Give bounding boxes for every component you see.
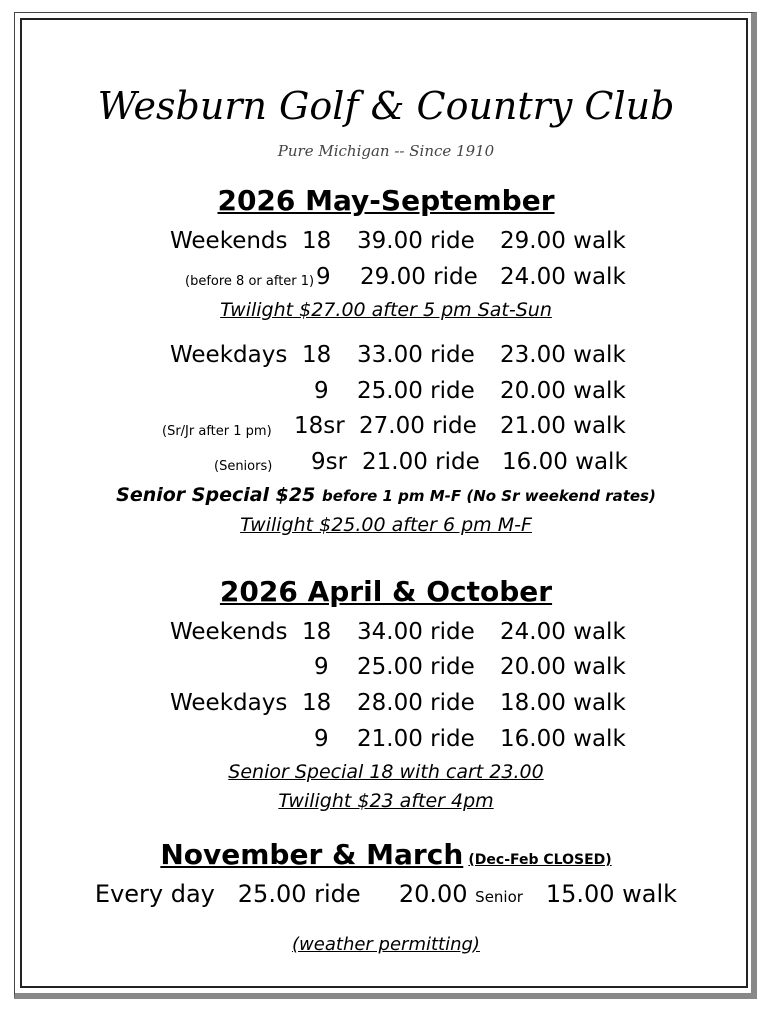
shoulder-we18-walk: 24.00 walk [500, 619, 626, 645]
summer-wd9-holes: 9 [314, 378, 329, 404]
shoulder-wd18-holes: 18 [302, 690, 332, 716]
winter-walk: 15.00 walk [545, 880, 678, 908]
shoulder-title: 2026 April & October [219, 575, 553, 608]
winter-ride: 25.00 ride [237, 880, 361, 908]
summer-sr9-walk: 16.00 walk [502, 449, 628, 475]
summer-we9-holes: 9 [316, 264, 331, 290]
winter-senior-label: Senior [475, 888, 523, 906]
summer-senior-special [0, 484, 772, 506]
summer-sr9-note: (Seniors) [214, 459, 273, 474]
summer-sr18-note: (Sr/Jr after 1 pm) [162, 424, 272, 439]
shoulder-weekdays-label: Weekdays [170, 690, 288, 716]
shoulder-twilight: Twilight $23 after 4pm [278, 790, 494, 812]
shoulder-wd9-holes: 9 [314, 726, 329, 752]
summer-we18-ride: 39.00 ride [357, 228, 475, 254]
summer-twilight-weekday: Twilight $25.00 after 6 pm M-F [240, 514, 532, 536]
winter-weather-note: (weather permitting) [292, 934, 480, 955]
shoulder-we9-holes: 9 [314, 654, 329, 680]
shoulder-we18-ride: 34.00 ride [357, 619, 475, 645]
summer-we18-holes: 18 [302, 228, 332, 254]
summer-we9-note: (before 8 or after 1) [185, 274, 315, 289]
summer-twilight-weekend: Twilight $27.00 after 5 pm Sat-Sun [220, 299, 552, 321]
summer-sr18-ride: 27.00 ride [359, 413, 477, 439]
winter-closed-note: (Dec-Feb CLOSED) [468, 852, 612, 868]
shoulder-wd9-walk: 16.00 walk [500, 726, 626, 752]
shoulder-we18-holes: 18 [302, 619, 332, 645]
shoulder-weekends-label: Weekends [170, 619, 288, 645]
shoulder-we9-ride: 25.00 ride [357, 654, 475, 680]
summer-wd18-ride: 33.00 ride [357, 342, 475, 368]
shoulder-wd9-ride: 21.00 ride [357, 726, 475, 752]
summer-weekends-label: Weekends [170, 228, 288, 254]
summer-senior-special-detail: before 1 pm M-F (No Sr weekend rates) [321, 487, 656, 505]
summer-we9-ride: 29.00 ride [360, 264, 478, 290]
summer-sr18-holes: 18sr [294, 413, 345, 439]
summer-we18-walk: 29.00 walk [500, 228, 626, 254]
summer-senior-special-main: Senior Special $25 [116, 484, 316, 506]
shoulder-senior-special: Senior Special 18 with cart 23.00 [228, 761, 544, 783]
summer-wd9-walk: 20.00 walk [500, 378, 626, 404]
summer-wd18-holes: 18 [302, 342, 332, 368]
summer-wd9-ride: 25.00 ride [357, 378, 475, 404]
summer-we9-walk: 24.00 walk [500, 264, 626, 290]
winter-title-line [0, 838, 772, 871]
club-tagline: Pure Michigan -- Since 1910 [277, 142, 495, 160]
summer-title: 2026 May-September [217, 184, 555, 217]
winter-rates [0, 880, 772, 908]
summer-sr18-walk: 21.00 walk [500, 413, 626, 439]
winter-senior-price: 20.00 [398, 880, 468, 908]
shoulder-wd18-walk: 18.00 walk [500, 690, 626, 716]
shoulder-wd18-ride: 28.00 ride [357, 690, 475, 716]
summer-sr9-ride: 21.00 ride [362, 449, 480, 475]
shoulder-we9-walk: 20.00 walk [500, 654, 626, 680]
summer-sr9-holes: 9sr [311, 449, 348, 475]
club-name: Wesburn Golf & Country Club [97, 84, 675, 128]
winter-title: November & March [160, 838, 464, 871]
summer-wd18-walk: 23.00 walk [500, 342, 626, 368]
winter-everyday-label: Every day [94, 880, 215, 908]
summer-weekdays-label: Weekdays [170, 342, 288, 368]
